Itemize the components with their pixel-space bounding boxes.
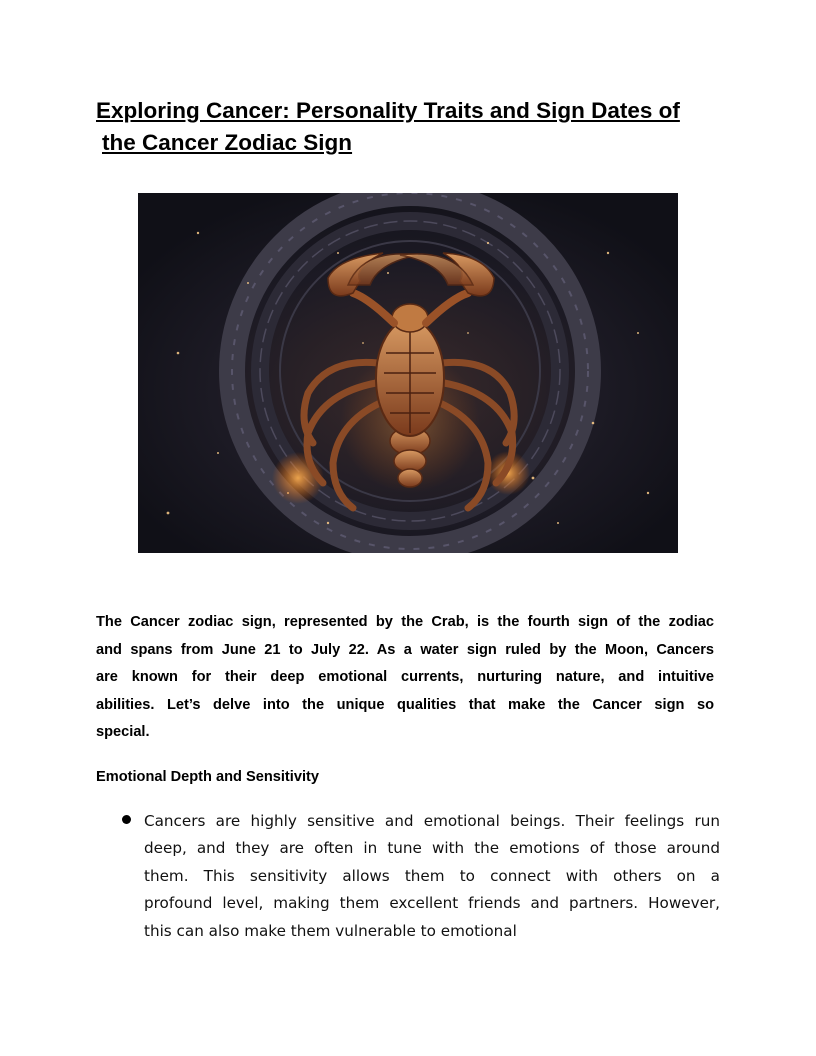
- bullet-list-item: [120, 808, 720, 945]
- bullet-line: deep, and they are often in tune with the emotions of those around: [144, 839, 720, 858]
- crab-illustration: [138, 193, 678, 553]
- intro-line: The Cancer zodiac sign, represented by the Crab, is the fourth sign of the zodiac: [96, 614, 714, 630]
- intro-line: abilities. Let’s delve into the unique qualities that make the Cancer sign so: [96, 696, 714, 713]
- bullet-line: them. This sensitivity allows them to connect with others on a: [144, 866, 720, 885]
- title-line-2: the Cancer Zodiac Sign: [102, 130, 353, 155]
- section-heading: Emotional Depth and Sensitivity: [96, 769, 319, 785]
- bullet-line: Cancers are highly sensitive and emotional beings. Their feelings run: [144, 812, 720, 830]
- intro-line: special.: [96, 724, 150, 740]
- intro-line: and spans from June 21 to July 22. As a water sign ruled by the Moon, Cancers: [96, 641, 714, 658]
- cancer-zodiac-image: [138, 193, 678, 553]
- bullet-dot-icon: [122, 815, 131, 824]
- bullet-line: this can also make them vulnerable to emotional: [144, 921, 517, 940]
- bullet-line: profound level, making them excellent friends and partners. However,: [144, 894, 720, 913]
- document-title: [96, 95, 736, 159]
- intro-paragraph: [96, 609, 714, 747]
- intro-line: are known for their deep emotional currents, nurturing nature, and intuitive: [96, 669, 714, 685]
- title-line-1: Exploring Cancer: Personality Traits and Sign Dates of: [96, 98, 680, 123]
- bullet-text: [144, 808, 720, 945]
